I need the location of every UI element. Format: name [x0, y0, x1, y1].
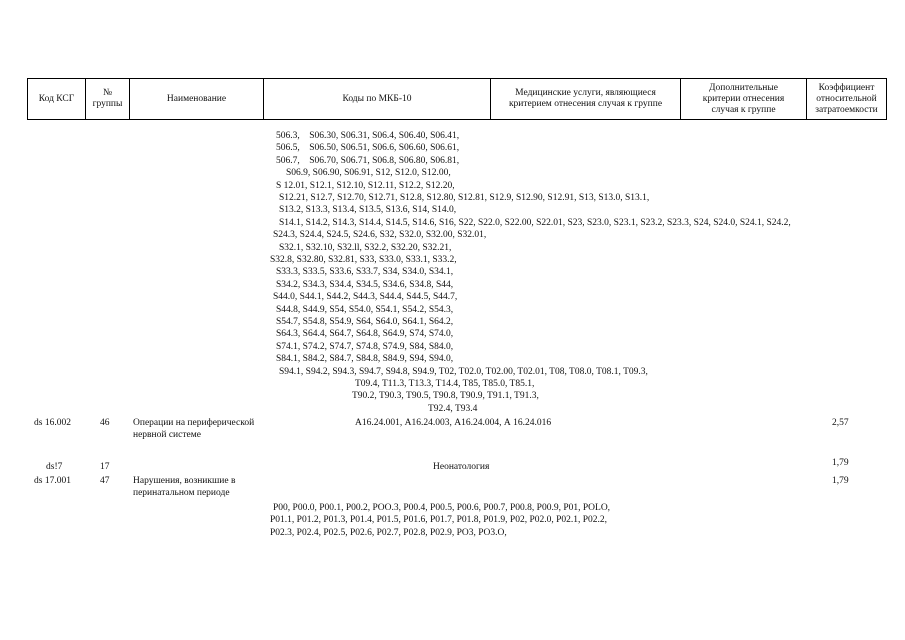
row-group: 47: [100, 476, 110, 486]
mkb-line: S13.2, S13.3, S13.4, S13.5, S13.6, S14, S14.0,: [279, 205, 457, 216]
mkb-line: S34.2, S34.3, S34.4, S34.5, S34.6, S34.8, S44,: [276, 279, 454, 290]
mkb-line: S33.3, S33.5, S33.6, S33.7, S34, S34.0, S34.1,: [276, 267, 454, 278]
mkb-line: P00, P00.0, P00.1, P00.2, POO.3, P00.4, P00.5, P00.6, P00.7, P00.8, P00.9, P01, POLO,: [273, 503, 611, 513]
mkb-line: 506.7, S06.70, S06.71, S06.8, S06.80, S06.81,: [276, 155, 460, 166]
mkb-line: S14.1, S14.2, S14.3, S14.4, S14.5, S14.6, S16, S22, S22.0, S22.00, S22.01, S23, S23.0, S23.1, S23.2, S23.3, S24, S24.0, S24.1, S24.2,: [279, 217, 791, 228]
row-coefficient: 1,79: [832, 458, 849, 468]
header-name: Наименование: [166, 93, 227, 104]
mkb-line: S94.1, S94.2, S94.3, S94.7, S94.8, S94.9, T02, T02.0, T02.00, T02.01, T08, T08.0, T08.1, T09.3,: [279, 366, 648, 377]
mkb-line: T90.2, T90.3, T90.5, T90.8, T90.9, T91.1, T91.3,: [352, 391, 539, 402]
mkb-line: 506.5, S06.50, S06.51, S06.6, S06.60, S06.61,: [276, 143, 460, 154]
header-medical-services: Медицинские услуги, являющиеся критерием отнесения случая к группе: [508, 88, 663, 109]
mkb-line: S84.1, S84.2, S84.7, S84.8, S84.9, S94, S94.0,: [276, 354, 454, 365]
row-services: А16.24.001, А16.24.003, А16.24.004, А 16.24.016: [355, 418, 552, 428]
header-coefficient: Коэффициент относительной затратоемкости: [815, 82, 878, 115]
mkb-line: S32.8, S32.80, S32.81, S33, S33.0, S33.1, S33.2,: [270, 255, 457, 265]
row-coefficient: 1,79: [832, 476, 849, 486]
row-section-title: Неонатология: [433, 462, 490, 472]
header-mkb-codes: Коды по МКБ-10: [342, 93, 412, 104]
row-code: ds!7: [46, 462, 63, 472]
mkb-line: 506.3, S06.30, S06.31, S06.4, S06.40, S06.41,: [276, 131, 460, 141]
row-code: ds 17.001: [34, 476, 71, 486]
row-group: 46: [100, 418, 110, 428]
mkb-line: S44.8, S44.9, S54, S54.0, S54.1, S54.2, S54.3,: [276, 304, 454, 315]
row-name: Операции на периферической нервной системе: [133, 418, 255, 440]
mkb-line: P01.1, P01.2, P01.3, P01.4, P01.5, P01.6, P01.7, P01.8, P01.9, P02, P02.0, P02.1, P02.2,: [270, 515, 608, 526]
row-name: Нарушения, возникшие в перинатальном периоде: [133, 476, 236, 498]
mkb-line: T09.4, T11.3, T13.3, T14.4, T85, T85.0, T85.1,: [355, 379, 535, 389]
header-code-ksg: Код КСГ: [38, 93, 75, 104]
mkb-line: T92.4, T93.4: [428, 403, 478, 414]
mkb-line: S74.1, S74.2, S74.7, S74.8, S74.9, S84, S84.0,: [276, 341, 454, 352]
header-divider: [886, 78, 887, 119]
row-code: ds 16.002: [34, 418, 71, 428]
row-group: 17: [100, 462, 110, 472]
mkb-line: S44.0, S44.1, S44.2, S44.3, S44.4, S44.5, S44.7,: [273, 292, 458, 303]
mkb-line: P02.3, P02.4, P02.5, P02.6, P02.7, P02.8, P02.9, PO3, PO3.O,: [270, 527, 507, 538]
mkb-line: S 12.01, S12.1, S12.10, S12.11, S12.2, S12.20,: [276, 180, 455, 191]
header-group-number: № группы: [92, 88, 123, 109]
row-coefficient: 2,57: [832, 418, 849, 428]
header-extra-criteria: Дополнительные критерии отнесения случая к группе: [702, 82, 785, 115]
mkb-line: S24.3, S24.4, S24.5, S24.6, S32, S32.0, S32.00, S32.01,: [273, 230, 487, 241]
mkb-line: S12.21, S12.7, S12.70, S12.71, S12.8, S12.80, S12.81, S12.9, S12.90, S12.91, S13, S13.0, S13.1,: [279, 193, 650, 203]
mkb-line: S54.7, S54.8, S54.9, S64, S64.0, S64.1, S64.2,: [276, 317, 454, 327]
mkb-line: S64.3, S64.4, S64.7, S64.8, S64.9, S74, S74.0,: [276, 329, 454, 340]
mkb-line: S06.9, S06.90, S06.91, S12, S12.0, S12.00,: [286, 168, 451, 179]
header-bottom-border: [27, 119, 887, 120]
mkb-line: S32.1, S32.10, S32.ll, S32.2, S32.20, S32.21,: [279, 242, 452, 253]
